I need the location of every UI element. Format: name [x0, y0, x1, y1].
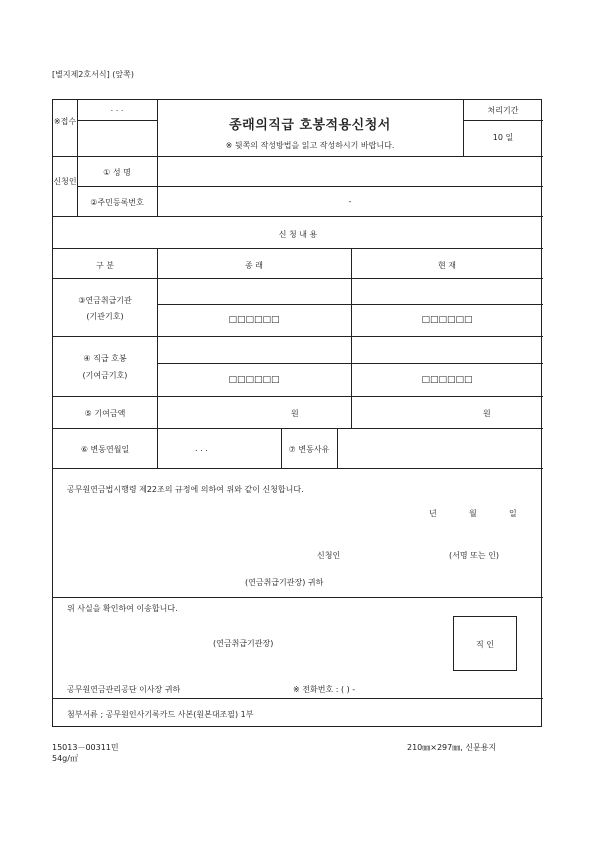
paper-size: 210㎜×297㎜, 신문용지 [407, 743, 497, 752]
receipt-number-field[interactable]: . . . [110, 104, 124, 113]
current-agency-code-boxes[interactable]: □□□□□□ [421, 315, 473, 325]
previous-amount-unit: 원 [291, 409, 299, 418]
applicant-section-label: 신청인 [53, 177, 77, 186]
divider [53, 156, 543, 157]
divider [53, 428, 543, 429]
divider [53, 248, 543, 249]
change-date-label: ⑥ 변동연월일 [80, 445, 130, 454]
change-date-field[interactable]: . . . [195, 444, 208, 453]
divider [53, 468, 543, 469]
month-label: 월 [469, 509, 477, 518]
declaration-text: 공무원연금법시행령 제22조의 규정에 의하여 위와 같이 신청합니다. [67, 485, 304, 494]
divider [337, 428, 338, 468]
official-seal-label: 직 인 [476, 640, 494, 649]
divider [53, 698, 543, 699]
current-header: 현 재 [438, 261, 456, 270]
declaration-recipient: (연금취급기관장) 귀하 [245, 578, 324, 587]
pension-agency-label: ③연금취급기관 [78, 296, 132, 305]
processing-period-label: 처리기간 [487, 106, 519, 115]
confirmation-text: 위 사실을 확인하여 이송합니다. [67, 604, 178, 613]
grade-sub-label: (기여금기호) [82, 371, 128, 380]
divider [53, 216, 543, 217]
previous-contribution-code-boxes[interactable]: □□□□□□ [228, 375, 280, 385]
change-reason-field[interactable] [339, 430, 541, 466]
applicant-sign-label: 신청인 [317, 551, 341, 560]
contribution-amount-label: ⑤ 기여금액 [84, 409, 126, 418]
form-code: 15013－00311민 [52, 743, 119, 752]
instructions-note: ※ 뒷쪽의 작성방법을 읽고 작성하시기 바랍니다. [225, 141, 395, 150]
agency-head-label: (연금취급기관장) [213, 639, 274, 648]
current-amount-unit: 원 [483, 409, 491, 418]
signature-placeholder[interactable]: (서명 또는 인) [449, 551, 499, 560]
phone-number-field[interactable]: ※ 전화번호 : ( ) - [293, 685, 356, 694]
rrn-label: ②주민등록번호 [90, 198, 144, 207]
divider [351, 248, 352, 428]
pension-agency-sub-label: (기관기호) [86, 312, 124, 321]
name-label: ① 성 명 [103, 168, 131, 177]
day-label: 일 [509, 509, 517, 518]
processing-period-value: 10 일 [492, 133, 514, 142]
paper-weight: 54g/㎡ [52, 754, 78, 763]
divider [53, 597, 543, 598]
attachment-note: 첨부서류 ; 공무원인사기록카드 사본(원본대조필) 1부 [67, 710, 254, 719]
current-contribution-code-boxes[interactable]: □□□□□□ [421, 375, 473, 385]
divider [53, 278, 543, 279]
content-section-header: 신 청 내 용 [278, 230, 318, 239]
divider [77, 120, 157, 121]
divider [157, 363, 543, 364]
divider [157, 248, 158, 468]
divider [463, 120, 543, 121]
form-title: 종래의직급 호봉적용신청서 [229, 118, 391, 133]
divider [157, 304, 543, 305]
rrn-field[interactable]: - [348, 197, 352, 206]
change-reason-label: ⑦ 변동사유 [288, 445, 330, 454]
divider [53, 396, 543, 397]
addressee-text: 공무원연금관리공단 이사장 귀하 [67, 685, 181, 694]
official-seal-box[interactable] [453, 616, 517, 671]
grade-label: ④ 직급 호봉 [83, 354, 127, 363]
form-label: [별지제2호서식] (앞쪽) [52, 70, 134, 79]
category-header: 구 분 [96, 261, 114, 270]
receipt-label: ※접수 [53, 117, 77, 126]
name-field[interactable] [159, 158, 541, 184]
divider [77, 186, 543, 187]
application-form [52, 99, 542, 727]
divider [53, 336, 543, 337]
previous-agency-code-boxes[interactable]: □□□□□□ [228, 315, 280, 325]
year-label: 년 [429, 509, 437, 518]
previous-header: 종 래 [245, 261, 263, 270]
